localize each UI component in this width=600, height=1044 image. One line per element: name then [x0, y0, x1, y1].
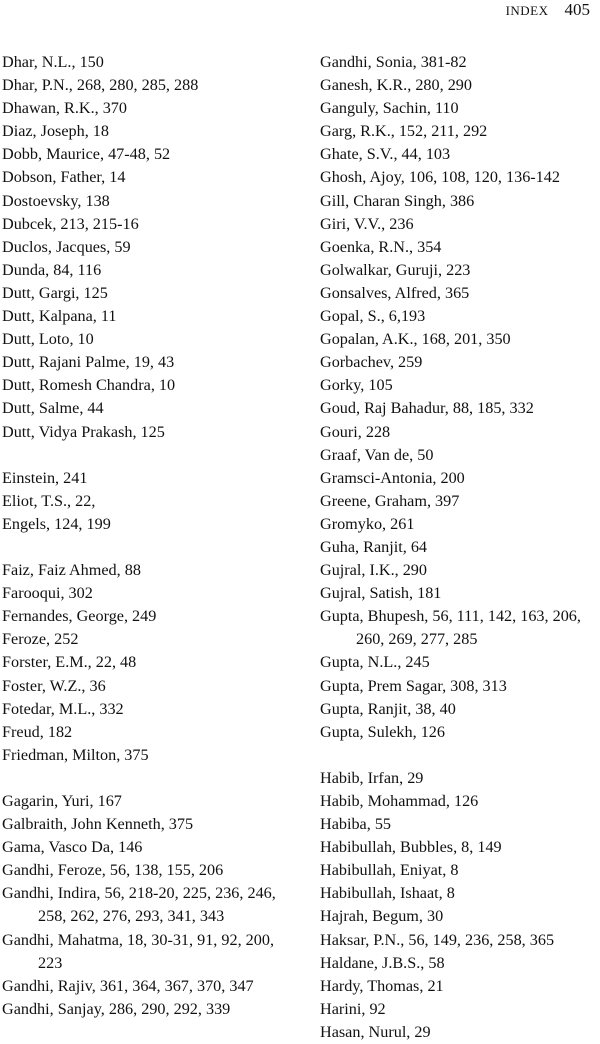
index-entry: Gujral, Satish, 181	[320, 584, 442, 603]
index-entry: Habib, Irfan, 29	[320, 768, 424, 787]
index-entry: Haksar, P.N., 56, 149, 236, 258, 365	[320, 930, 555, 949]
index-entry: Hardy, Thomas, 21	[320, 976, 444, 995]
index-entry: Engels, 124, 199	[2, 514, 111, 533]
index-entry: Dhar, N.L., 150	[2, 53, 104, 71]
index-entry: Gupta, Bhupesh, 56, 111, 142, 163, 206, 260, 269, 277, 285	[320, 607, 581, 649]
letter-group-gap	[2, 536, 292, 559]
index-entry: Dunda, 84, 116	[2, 260, 102, 279]
index-entry: Galbraith, John Kenneth, 375	[2, 815, 194, 834]
index-entry: Habibullah, Ishaat, 8	[320, 884, 455, 903]
index-entry: Fernandes, George, 249	[2, 607, 157, 626]
index-entry: Gupta, Prem Sagar, 308, 313	[320, 676, 507, 695]
index-entry: Habiba, 55	[320, 815, 392, 834]
index-entry: Hasan, Nurul, 29	[320, 1022, 431, 1041]
index-entry: Gandhi, Sonia, 381-82	[320, 53, 467, 71]
index-entry: Gandhi, Mahatma, 18, 30-31, 91, 92, 200, 223	[2, 930, 275, 972]
index-entry: Gujral, I.K., 290	[320, 561, 427, 580]
letter-group-gap	[2, 444, 292, 467]
index-entry: Dutt, Salme, 44	[2, 399, 104, 418]
index-entry: Dobson, Father, 14	[2, 168, 126, 187]
index-entry: Diaz, Joseph, 18	[2, 122, 109, 141]
index-entry: Greene, Graham, 397	[320, 491, 460, 510]
page-header	[506, 0, 590, 24]
index-entry: Fotedar, M.L., 332	[2, 699, 124, 718]
index-entry: Dutt, Rajani Palme, 19, 43	[2, 353, 175, 372]
index-entry: Gromyko, 261	[320, 514, 415, 533]
index-entry: Gama, Vasco Da, 146	[2, 838, 143, 857]
index-column-right	[320, 51, 598, 1044]
index-entry: Gorbachev, 259	[320, 353, 423, 372]
index-entry: Haldane, J.B.S., 58	[320, 953, 445, 972]
index-entry: Giri, V.V., 236	[320, 214, 414, 233]
index-entry: Graaf, Van de, 50	[320, 445, 434, 464]
index-entry: Forster, E.M., 22, 48	[2, 653, 137, 672]
index-entry: Gramsci-Antonia, 200	[320, 468, 465, 487]
index-entry: Goud, Raj Bahadur, 88, 185, 332	[320, 399, 534, 418]
page-number: 405	[564, 0, 590, 19]
index-entry: Gopal, S., 6,193	[320, 307, 426, 326]
index-entry: Golwalkar, Guruji, 223	[320, 260, 471, 279]
index-entry: Gupta, Ranjit, 38, 40	[320, 699, 456, 718]
index-entry: Gonsalves, Alfred, 365	[320, 283, 470, 302]
index-entry: Guha, Ranjit, 64	[320, 537, 428, 556]
index-entry: Gorky, 105	[320, 376, 393, 395]
index-entry: Hajrah, Begum, 30	[320, 907, 444, 926]
letter-group-gap	[2, 767, 292, 790]
index-entry: Harini, 92	[320, 999, 386, 1018]
index-entry: Dhar, P.N., 268, 280, 285, 288	[2, 76, 199, 95]
index-entry: Gandhi, Sanjay, 286, 290, 292, 339	[2, 999, 231, 1018]
index-entry: Habibullah, Eniyat, 8	[320, 861, 459, 880]
index-entry: Dutt, Romesh Chandra, 10	[2, 376, 176, 395]
index-entry: Garg, R.K., 152, 211, 292	[320, 122, 488, 141]
index-entry: Gupta, Sulekh, 126	[320, 722, 445, 741]
index-entry: Gandhi, Rajiv, 361, 364, 367, 370, 347	[2, 976, 254, 995]
index-entry: Dutt, Loto, 10	[2, 330, 94, 349]
index-entry: Ghosh, Ajoy, 106, 108, 120, 136-142	[320, 168, 560, 187]
index-entry: Ganesh, K.R., 280, 290	[320, 76, 472, 95]
index-entry: Gagarin, Yuri, 167	[2, 792, 122, 810]
index-entry: Goenka, R.N., 354	[320, 237, 442, 256]
index-entry: Gill, Charan Singh, 386	[320, 191, 475, 210]
index-entry: Ghate, S.V., 44, 103	[320, 145, 451, 164]
letter-group-gap	[320, 744, 598, 767]
index-entry: Foster, W.Z., 36	[2, 676, 106, 695]
index-column-left	[2, 51, 292, 1021]
index-entry: Gandhi, Feroze, 56, 138, 155, 206	[2, 861, 224, 880]
index-entry: Farooqui, 302	[2, 584, 93, 603]
running-head: INDEX	[505, 3, 549, 18]
index-entry: Dostoevsky, 138	[2, 191, 110, 210]
index-entry: Dobb, Maurice, 47-48, 52	[2, 145, 171, 164]
index-entry: Eliot, T.S., 22,	[2, 491, 96, 510]
index-entry: Ganguly, Sachin, 110	[320, 99, 459, 118]
index-entry: Feroze, 252	[2, 630, 79, 649]
index-entry: Dubcek, 213, 215-16	[2, 214, 139, 233]
index-entry: Dutt, Vidya Prakash, 125	[2, 422, 165, 441]
index-entry: Faiz, Faiz Ahmed, 88	[2, 561, 141, 580]
index-entry: Dutt, Gargi, 125	[2, 283, 108, 302]
index-entry: Habib, Mohammad, 126	[320, 792, 479, 810]
index-entry: Dhawan, R.K., 370	[2, 99, 127, 118]
index-entry: Freud, 182	[2, 722, 73, 741]
index-entry: Gupta, N.L., 245	[320, 653, 430, 672]
index-entry: Friedman, Milton, 375	[2, 745, 149, 764]
index-entry: Dutt, Kalpana, 11	[2, 307, 117, 326]
index-entry: Habibullah, Bubbles, 8, 149	[320, 838, 502, 857]
index-entry: Gopalan, A.K., 168, 201, 350	[320, 330, 511, 349]
index-entry: Duclos, Jacques, 59	[2, 237, 131, 256]
index-entry: Gandhi, Indira, 56, 218-20, 225, 236, 246, 258, 262, 276, 293, 341, 343	[2, 884, 276, 926]
index-entry: Gouri, 228	[320, 422, 391, 441]
index-entry: Einstein, 241	[2, 468, 88, 487]
